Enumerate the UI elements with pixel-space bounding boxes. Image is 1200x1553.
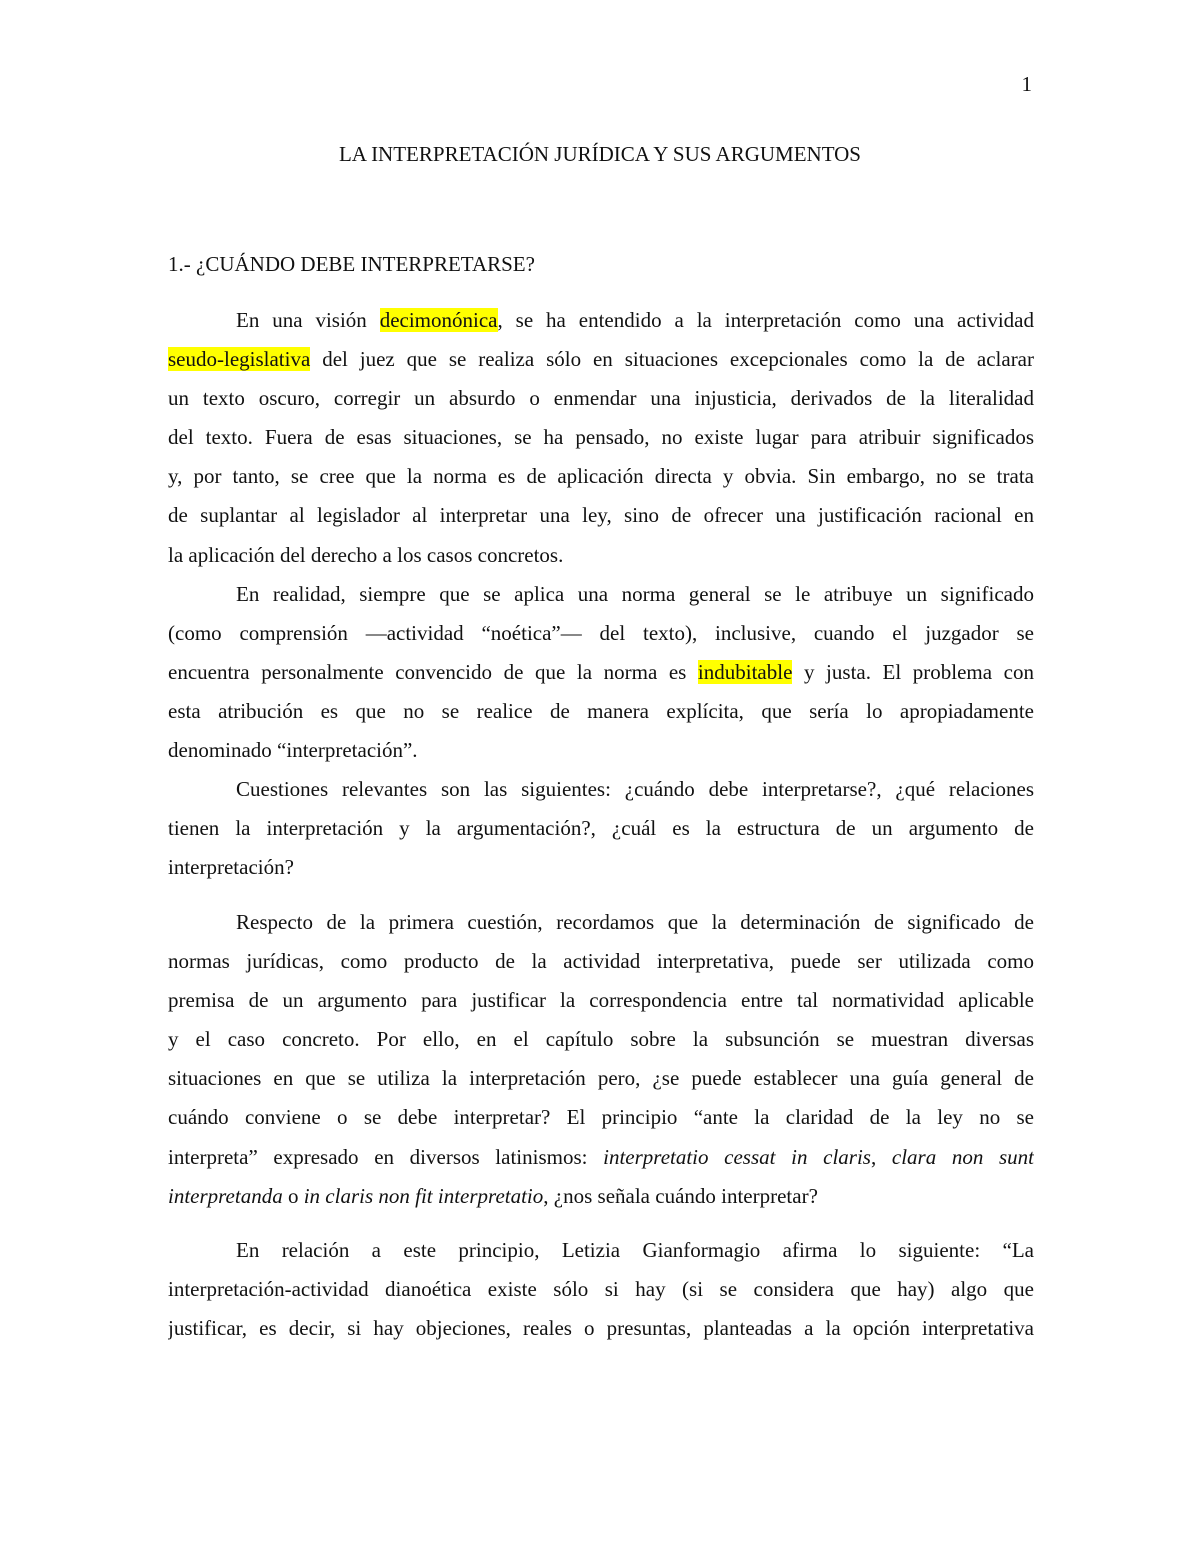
- paragraph-1: [168, 301, 1034, 575]
- paragraph-line: justificar, es decir, si hay objeciones, reales o presuntas, planteadas a la opción interpretativa: [168, 1316, 1034, 1341]
- paragraph-line: interpretación?: [168, 855, 294, 880]
- latin-phrase: in claris non fit interpretatio: [303, 1183, 544, 1208]
- section-heading: 1.- ¿CUÁNDO DEBE INTERPRETARSE?: [168, 252, 535, 276]
- paragraph-line: [168, 301, 1034, 340]
- text-run: ,: [870, 1144, 892, 1169]
- paragraph-line: [168, 1138, 1034, 1177]
- highlighted-term: indubitable: [697, 660, 793, 685]
- paragraph-line: (como comprensión —actividad “noética”— del texto), inclusive, cuando el juzgador se: [168, 621, 1034, 646]
- text-run: encuentra personalmente convencido de que la norma es: [168, 660, 698, 685]
- latin-phrase: interpretanda: [168, 1183, 283, 1208]
- paragraph-line: tienen la interpretación y la argumentación?, ¿cuál es la estructura de un argumento de: [168, 816, 1034, 841]
- paragraph-line: normas jurídicas, como producto de la actividad interpretativa, puede ser utilizada como: [168, 949, 1034, 974]
- paragraph-line: de suplantar al legislador al interpretar una ley, sino de ofrecer una justificación racional en: [168, 503, 1034, 528]
- paragraph-line: situaciones en que se utiliza la interpretación pero, ¿se puede establecer una guía general de: [168, 1066, 1034, 1091]
- paragraph-line: En realidad, siempre que se aplica una norma general se le atribuye un significado: [236, 582, 1034, 606]
- paragraph-line: un texto oscuro, corregir un absurdo o enmendar una injusticia, derivados de la literalidad: [168, 386, 1034, 411]
- paragraph-line: y el caso concreto. Por ello, en el capítulo sobre la subsunción se muestran diversas: [168, 1027, 1034, 1052]
- paragraph-2: [168, 575, 1034, 770]
- paragraph-line: premisa de un argumento para justificar la correspondencia entre tal normatividad aplicable: [168, 988, 1034, 1013]
- paragraph-line: del texto. Fuera de esas situaciones, se ha pensado, no existe lugar para atribuir significados: [168, 425, 1034, 450]
- paragraph-line: cuándo conviene o se debe interpretar? El principio “ante la claridad de la ley no se: [168, 1105, 1034, 1130]
- highlighted-term: seudo-legislativa: [168, 347, 311, 372]
- paragraph-line: la aplicación del derecho a los casos concretos.: [168, 542, 564, 567]
- text-run: y justa. El problema con: [792, 660, 1034, 685]
- text-run: interpreta” expresado en diversos latinismos:: [168, 1144, 604, 1169]
- paragraph-line: En relación a este principio, Letizia Gianformagio afirma lo siguiente: “La: [236, 1238, 1034, 1262]
- text-run: del juez que se realiza sólo en situaciones excepcionales como la de aclarar: [310, 347, 1034, 372]
- latin-phrase: clara non sunt: [891, 1144, 1034, 1169]
- paragraph-line: esta atribución es que no se realice de manera explícita, que sería lo apropiadamente: [168, 699, 1034, 724]
- latin-phrase: interpretatio cessat in claris: [603, 1144, 871, 1169]
- paragraph-line: [168, 1177, 1034, 1216]
- text-run: , ¿nos señala cuándo interpretar?: [543, 1183, 818, 1208]
- page-number: 1: [1021, 72, 1032, 96]
- paragraph-line: [168, 653, 1034, 692]
- paragraph-line: y, por tanto, se cree que la norma es de aplicación directa y obvia. Sin embargo, no se trata: [168, 464, 1034, 489]
- paragraph-line: Cuestiones relevantes son las siguientes: ¿cuándo debe interpretarse?, ¿qué relaciones: [236, 777, 1034, 801]
- paragraph-5: [168, 1231, 1034, 1348]
- text-run: o: [282, 1183, 304, 1208]
- paragraph-3: [168, 770, 1034, 887]
- paragraph-line: interpretación-actividad dianoética existe sólo si hay (si se considera que hay) algo que: [168, 1277, 1034, 1302]
- document-title: LA INTERPRETACIÓN JURÍDICA Y SUS ARGUMENTOS: [338, 142, 861, 166]
- paragraph-line: Respecto de la primera cuestión, recordamos que la determinación de significado de: [236, 910, 1034, 934]
- highlighted-term: decimonónica: [379, 308, 498, 332]
- paragraph-line: [168, 340, 1034, 379]
- text-run: En una visión: [236, 308, 380, 332]
- text-run: , se ha entendido a la interpretación como una actividad: [497, 308, 1034, 332]
- paragraph-4: [168, 903, 1034, 1216]
- paragraph-line: denominado “interpretación”.: [168, 738, 418, 763]
